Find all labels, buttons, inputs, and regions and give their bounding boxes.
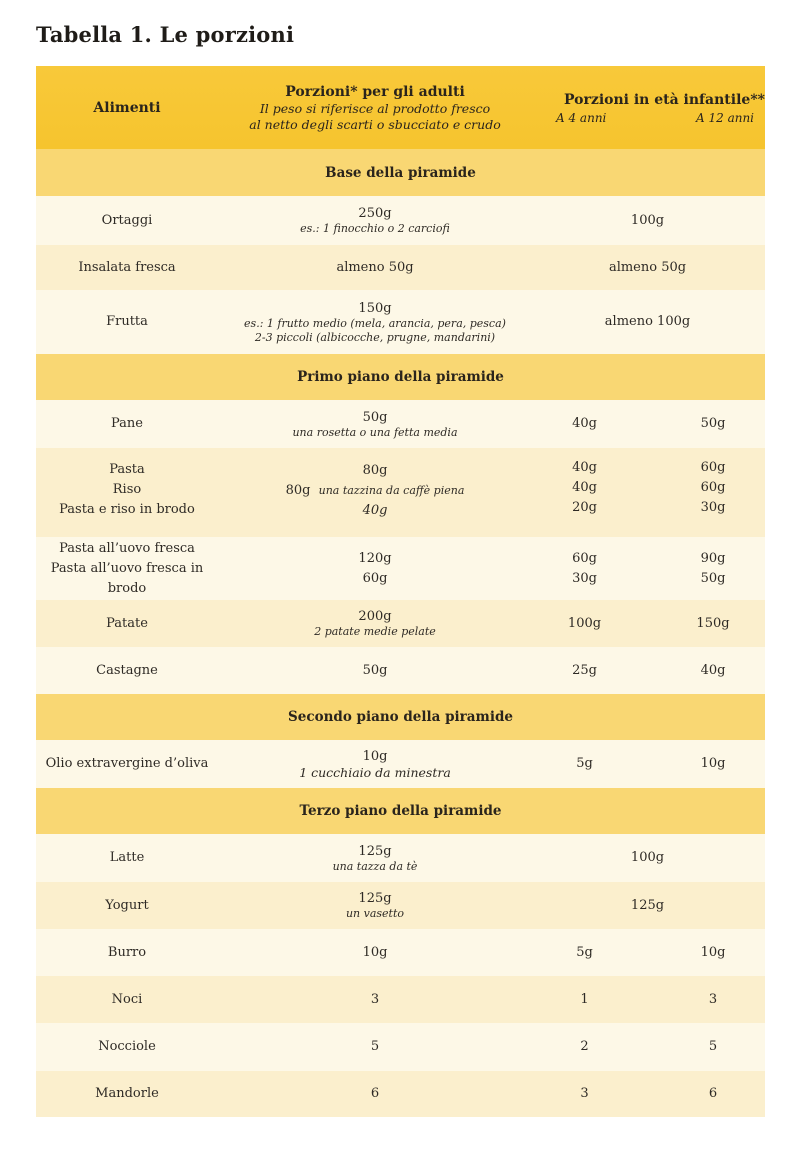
adult-portion: 50g — [362, 662, 388, 678]
food-name: Pasta all’uovo fresca — [59, 540, 195, 556]
adult-portion: 125g — [358, 891, 392, 906]
food-name: Mandorle — [95, 1086, 159, 1101]
food-name: Latte — [109, 850, 145, 865]
age4-portion: 25g — [572, 662, 597, 678]
adult-note: es.: 1 finocchio o 2 carciofi — [300, 222, 450, 235]
age4-portion: 40g — [572, 460, 597, 475]
table-row — [36, 882, 765, 929]
age12-portion: 3 — [708, 991, 718, 1007]
age4-portion: 100g — [567, 615, 602, 631]
table-row — [36, 448, 765, 537]
adult-portion: 250g — [358, 206, 392, 221]
section-secondo — [36, 694, 765, 740]
food-name: Pasta all’uovo fresca in brodo — [50, 560, 204, 596]
table-row — [36, 400, 765, 448]
table-row — [36, 834, 765, 882]
age4-portion: 40g — [572, 416, 597, 431]
adult-portion: 10g — [362, 748, 388, 764]
food-name: Castagne — [96, 662, 158, 678]
age4-portion: 20g — [572, 500, 597, 515]
child-portion: almeno 100g — [604, 314, 691, 329]
adult-portion: 3 — [370, 991, 380, 1007]
header-adult-note-2: al netto degli scarti o sbucciato e crudo — [249, 116, 501, 132]
table-row — [36, 290, 765, 354]
adult-note: 1 cucchiaio da minestra — [299, 764, 451, 780]
section-base — [36, 149, 765, 196]
age12-portion: 10g — [700, 944, 726, 960]
adult-portion: 60g — [362, 571, 388, 586]
food-name: Burro — [107, 944, 147, 960]
section-terzo — [36, 788, 765, 834]
table-row — [36, 647, 765, 694]
table-row — [36, 740, 765, 788]
adult-note: una rosetta o una fetta media — [292, 425, 458, 439]
food-name: Patate — [106, 615, 148, 631]
section-title: Primo piano della piramide — [297, 369, 504, 385]
age4-portion: 3 — [580, 1086, 589, 1101]
age4-portion: 60g — [572, 551, 597, 566]
adult-portion: 5 — [370, 1039, 380, 1054]
section-title: Base della piramide — [325, 164, 476, 181]
age12-portion: 6 — [708, 1086, 718, 1101]
header-adult-title: Porzioni* per gli adulti — [285, 83, 465, 100]
section-title: Secondo piano della piramide — [288, 709, 513, 725]
adult-portion: 80g — [362, 463, 388, 478]
table-row — [36, 196, 765, 245]
header-food: Alimenti — [93, 99, 161, 116]
header-child-title: Porzioni in età infantile** — [564, 92, 765, 108]
age12-portion: 50g — [700, 416, 726, 431]
adult-portion: almeno 50g — [336, 259, 414, 275]
food-name: Pasta — [109, 462, 145, 477]
adult-note: 2-3 piccoli (albicocche, prugne, mandarini) — [254, 330, 496, 344]
adult-note: un vasetto — [345, 907, 405, 920]
adult-portion: 10g — [362, 944, 388, 960]
food-name: Insalata fresca — [78, 259, 176, 275]
table-row — [36, 1071, 765, 1117]
food-name: Noci — [111, 991, 143, 1007]
age4-portion: 2 — [580, 1039, 589, 1054]
food-name: Olio extravergine d’oliva — [45, 756, 209, 771]
adult-portion: 150g — [358, 300, 392, 316]
table-row — [36, 245, 765, 290]
section-title: Terzo piano della piramide — [299, 803, 502, 819]
age4-portion: 30g — [572, 571, 597, 586]
food-name: Ortaggi — [101, 212, 153, 228]
header-adult-note-1: Il peso si riferisce al prodotto fresco — [259, 100, 491, 116]
adult-note: es.: 1 frutto medio (mela, arancia, pera, pesca) — [244, 316, 506, 330]
table-row — [36, 537, 765, 600]
age12-portion: 90g — [700, 551, 726, 566]
child-portion: almeno 50g — [608, 259, 687, 275]
adult-note: una tazza da tè — [332, 859, 418, 873]
adult-portion: 40g — [362, 503, 388, 518]
food-name: Riso — [112, 482, 142, 497]
food-name: Nocciole — [98, 1039, 156, 1054]
header-age-4: A 4 anni — [556, 111, 607, 125]
page-title: Tabella 1. Le porzioni — [36, 22, 295, 47]
adult-portion: 200g — [358, 609, 392, 624]
section-primo — [36, 354, 765, 400]
age12-portion: 50g — [700, 571, 726, 586]
age4-portion: 5g — [576, 944, 593, 960]
age12-portion: 10g — [700, 756, 726, 771]
age12-portion: 40g — [700, 662, 726, 678]
age4-portion: 5g — [576, 756, 593, 771]
age12-portion: 150g — [696, 615, 730, 631]
adult-portion: 6 — [370, 1086, 380, 1101]
table-header — [36, 66, 765, 149]
age12-portion: 30g — [700, 500, 726, 515]
food-name: Pane — [111, 416, 143, 431]
table-row — [36, 929, 765, 976]
adult-portion: 120g — [358, 551, 392, 566]
table-row — [36, 600, 765, 647]
child-portion: 100g — [630, 212, 665, 228]
food-name: Pasta e riso in brodo — [59, 502, 195, 517]
food-name: Yogurt — [105, 897, 149, 913]
portions-table — [36, 66, 765, 1117]
adult-note: una tazzina da caffè piena — [318, 484, 465, 497]
adult-portion: 50g — [362, 409, 388, 425]
adult-note: 2 patate medie pelate — [314, 625, 436, 638]
age12-portion: 60g — [700, 460, 726, 475]
adult-portion: 125g — [358, 843, 392, 859]
age12-portion: 5 — [708, 1039, 718, 1054]
child-portion: 100g — [630, 850, 665, 865]
table-row — [36, 1023, 765, 1071]
food-name: Frutta — [106, 314, 148, 329]
child-portion: 125g — [630, 897, 665, 913]
age12-portion: 60g — [700, 480, 726, 495]
age4-portion: 40g — [572, 480, 597, 495]
table-row — [36, 976, 765, 1023]
header-age-12: A 12 anni — [696, 111, 755, 125]
age4-portion: 1 — [580, 991, 589, 1007]
adult-portion: 80g — [285, 483, 311, 498]
